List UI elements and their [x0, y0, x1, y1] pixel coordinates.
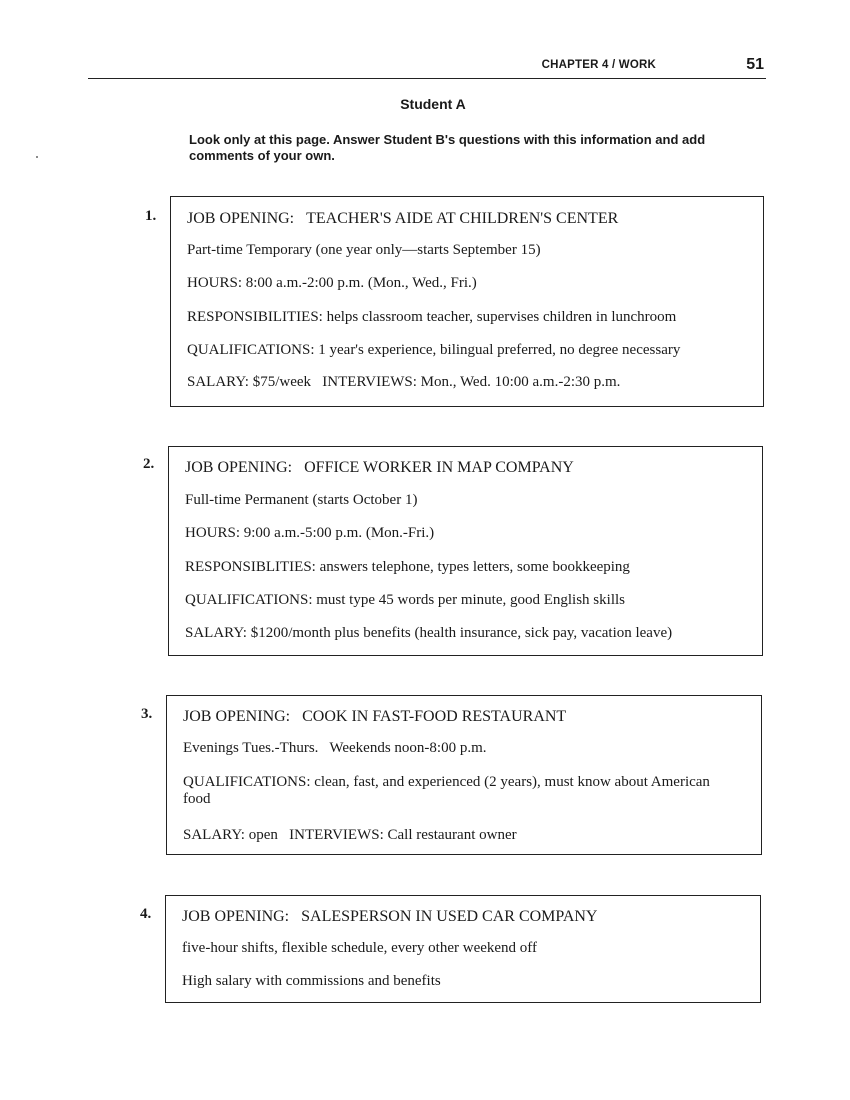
job-opening-line: [187, 210, 751, 227]
job-opening-title: TEACHER'S AIDE AT CHILDREN'S CENTER: [306, 210, 619, 227]
job-box: [168, 446, 763, 656]
job-opening-title: SALESPERSON IN USED CAR COMPANY: [301, 908, 598, 925]
job-opening-label: JOB OPENING:: [183, 708, 291, 725]
page-number: 51: [746, 56, 764, 73]
job-detail-line: RESPONSIBLITIES: answers telephone, types letters, some bookkeeping: [185, 559, 630, 575]
job-opening-label: JOB OPENING:: [185, 459, 293, 476]
job-opening-line: [183, 708, 749, 725]
job-opening-label: JOB OPENING:: [182, 908, 290, 925]
job-detail-line: RESPONSIBILITIES: helps classroom teacher, supervises children in lunchroom: [187, 309, 677, 325]
job-number: 1.: [145, 208, 157, 224]
job-number: 2.: [143, 456, 155, 472]
job-opening-line: [185, 459, 750, 476]
job-number: 4.: [140, 906, 152, 922]
job-number: 3.: [141, 706, 153, 722]
job-detail-line: Evenings Tues.-Thurs. Weekends noon-8:00 p.m.: [183, 740, 487, 756]
job-detail-line: QUALIFICATIONS: 1 year's experience, bilingual preferred, no degree necessary: [187, 342, 681, 358]
job-opening-label: JOB OPENING:: [187, 210, 295, 227]
job-box: [170, 196, 764, 407]
job-detail-line: HOURS: 9:00 a.m.-5:00 p.m. (Mon.-Fri.): [185, 525, 435, 541]
running-header: [88, 56, 766, 79]
job-detail-line: SALARY: open INTERVIEWS: Call restaurant owner: [183, 827, 517, 843]
job-detail-line: Part-time Temporary (one year only—starts September 15): [187, 242, 541, 258]
job-box: [166, 695, 762, 855]
job-opening-title: COOK IN FAST-FOOD RESTAURANT: [302, 708, 567, 725]
job-detail-line: five-hour shifts, flexible schedule, every other weekend off: [182, 940, 538, 956]
job-detail-line: SALARY: $75/week INTERVIEWS: Mon., Wed. 10:00 a.m.-2:30 p.m.: [187, 374, 621, 390]
job-detail-line: SALARY: $1200/month plus benefits (health insurance, sick pay, vacation leave): [185, 625, 673, 641]
job-detail-line: Full-time Permanent (starts October 1): [185, 492, 418, 508]
job-detail-line: HOURS: 8:00 a.m.-2:00 p.m. (Mon., Wed., Fri.): [187, 275, 477, 291]
job-opening-title: OFFICE WORKER IN MAP COMPANY: [304, 459, 574, 476]
chapter-title: CHAPTER 4 / WORK: [541, 59, 656, 71]
job-detail-line: High salary with commissions and benefits: [182, 973, 441, 989]
job-detail-line: QUALIFICATIONS: clean, fast, and experienced (2 years), must know about American food: [183, 774, 710, 807]
job-detail-line: QUALIFICATIONS: must type 45 words per minute, good English skills: [185, 592, 625, 608]
job-opening-line: [182, 908, 748, 925]
job-box: [165, 895, 761, 1003]
instructions-text: Look only at this page. Answer Student B's questions with this information and add comments of your own.: [189, 132, 706, 163]
scan-speck: [36, 156, 38, 158]
page-subtitle: Student A: [400, 96, 466, 112]
